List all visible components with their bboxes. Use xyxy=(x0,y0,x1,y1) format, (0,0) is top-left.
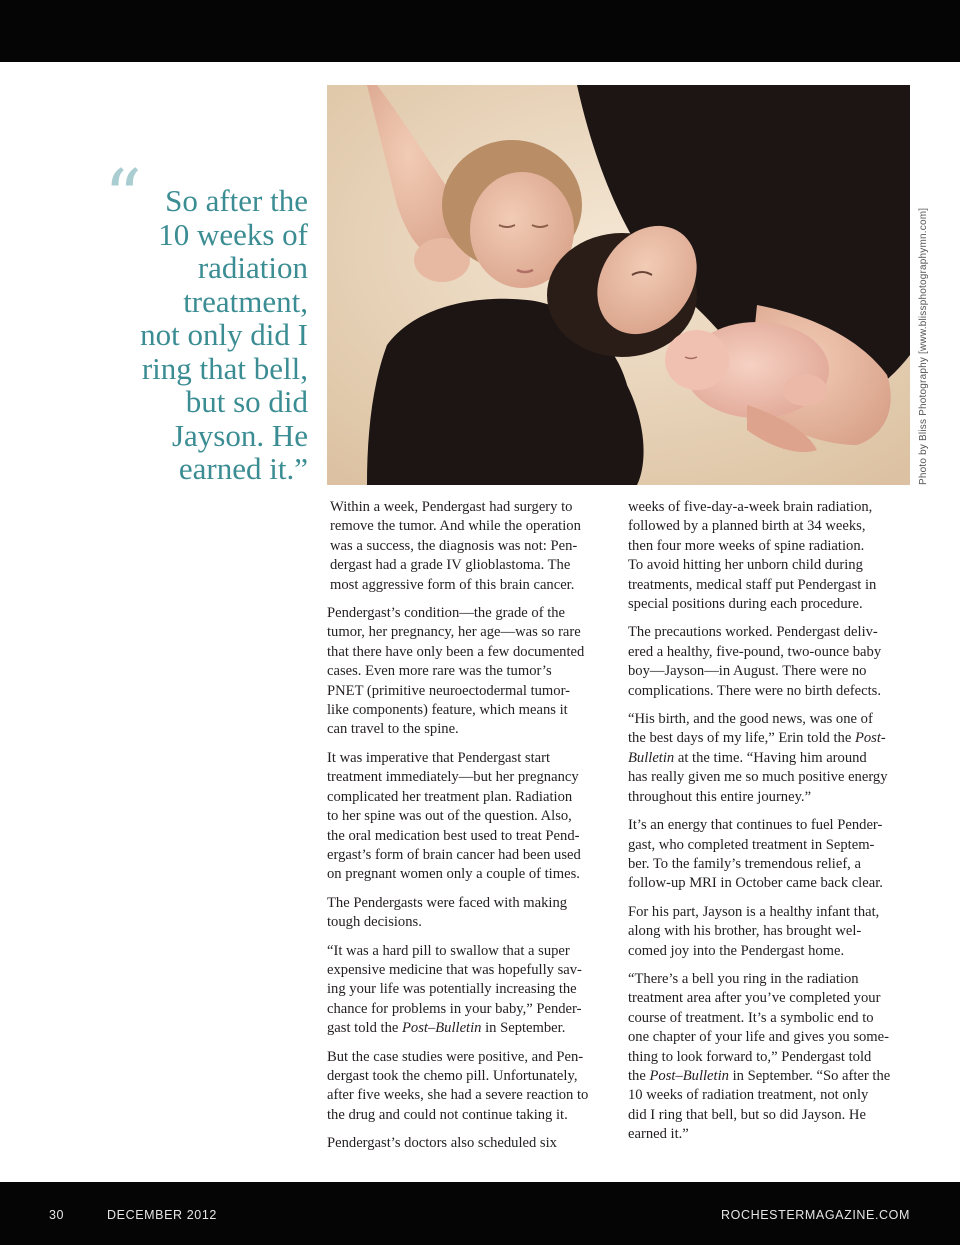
text-line: But the case studies were positive, and Pen- xyxy=(327,1048,584,1065)
text-line: It was imperative that Pendergast start xyxy=(327,749,551,766)
text-line: in September. xyxy=(481,1020,566,1037)
pull-quote-mark: “ xyxy=(104,154,142,240)
text-line: dergast took the chemo pill. Unfortunately, xyxy=(327,1067,578,1084)
article-paragraph xyxy=(327,942,611,1039)
text-line: treatment immediately—but her pregnancy xyxy=(327,769,579,786)
text-line: the xyxy=(628,1067,650,1084)
text-line: gast told the xyxy=(327,1020,402,1037)
publication-name: Post–Bulletin xyxy=(402,1020,482,1037)
publication-name: Post–Bulletin xyxy=(649,1067,729,1084)
family-photo-illustration xyxy=(327,85,910,485)
text-line: boy—Jayson—in August. There were no xyxy=(628,663,867,680)
text-line: did I ring that bell, but so did Jayson. He xyxy=(628,1106,866,1123)
text-line: course of treatment. It’s a symbolic end to xyxy=(628,1009,874,1026)
text-line: throughout this entire journey.” xyxy=(628,788,812,805)
article-paragraph xyxy=(628,623,910,701)
photo-credit: Photo by Bliss Photography [www.blissphotographymn.com] xyxy=(918,207,929,485)
article-paragraph xyxy=(628,970,910,1145)
text-line: gast, who completed treatment in Septem- xyxy=(628,836,875,853)
text-line: complicated her treatment plan. Radiation xyxy=(327,788,573,805)
text-line: then four more weeks of spine radiation. xyxy=(628,537,865,554)
text-line: has really given me so much positive energy xyxy=(628,769,888,786)
text-line: “His birth, and the good news, was one of xyxy=(628,711,873,728)
text-line: The Pendergasts were faced with making xyxy=(327,894,568,911)
text-line: to her spine was out of the question. Also, xyxy=(327,808,572,825)
publication-name: Bulletin xyxy=(628,749,675,766)
text-line: “It was a hard pill to swallow that a super xyxy=(327,942,570,959)
text-line: It’s an energy that continues to fuel Pender- xyxy=(628,817,883,834)
text-line: ber. To the family’s tremendous relief, a xyxy=(628,855,861,872)
pull-quote-line: So after the xyxy=(165,183,308,218)
pull-quote-line: treatment, xyxy=(183,283,308,319)
text-line: PNET (primitive neuroectodermal tumor- xyxy=(327,682,571,699)
article-paragraph xyxy=(327,749,611,885)
text-line: at the time. “Having him around xyxy=(674,749,867,766)
text-line: 10 weeks of radiation treatment, not only xyxy=(628,1087,869,1104)
article-paragraph xyxy=(327,1134,611,1153)
text-line: The precautions worked. Pendergast deliv- xyxy=(628,624,878,641)
article-paragraph xyxy=(327,894,611,933)
text-line: the best days of my life,” Erin told the xyxy=(628,730,855,747)
text-line: tumor, her pregnancy, her age—was so rare xyxy=(327,624,581,641)
text-line: comed joy into the Pendergast home. xyxy=(628,942,845,959)
text-line: follow-up MRI in October came back clear. xyxy=(628,875,883,892)
website-link[interactable]: ROCHESTERMAGAZINE.COM xyxy=(721,1208,910,1222)
text-line: like components) feature, which means it xyxy=(327,702,568,719)
pull-quote-line: not only did I xyxy=(140,317,308,352)
article-paragraph xyxy=(628,710,910,807)
text-line: complications. There were no birth defects. xyxy=(628,682,882,699)
text-line: thing to look forward to,” Pendergast told xyxy=(628,1048,872,1065)
text-line: weeks of five-day-a-week brain radiation, xyxy=(628,499,873,515)
text-line: treatment area after you’ve completed your xyxy=(628,990,881,1007)
text-line: most aggressive form of this brain cancer. xyxy=(330,576,575,593)
publication-name: Post- xyxy=(854,730,886,747)
text-line: the drug and could not continue taking it. xyxy=(327,1106,568,1123)
text-line: the oral medication best used to treat Pend- xyxy=(327,827,580,844)
text-line: one chapter of your life and gives you some- xyxy=(628,1029,889,1046)
text-line: To avoid hitting her unborn child during xyxy=(628,557,863,574)
text-line: dergast had a grade IV glioblastoma. The xyxy=(330,557,571,574)
text-line: that there have only been a few documented xyxy=(327,643,585,660)
text-line: treatments, medical staff put Pendergast in xyxy=(628,576,877,593)
text-line: “There’s a bell you ring in the radiation xyxy=(628,970,859,987)
footer-bar xyxy=(0,1182,960,1245)
family-photo xyxy=(327,85,910,485)
article-paragraph xyxy=(327,1048,611,1126)
text-line: For his part, Jayson is a healthy infant that, xyxy=(628,903,880,920)
pull-quote-line: Jayson. He xyxy=(171,417,308,453)
text-line: remove the tumor. And while the operation xyxy=(330,518,581,535)
issue-date: DECEMBER 2012 xyxy=(107,1208,217,1222)
text-line: can travel to the spine. xyxy=(327,721,459,738)
article-column-left xyxy=(327,498,611,1163)
text-line: ered a healthy, five-pound, two-ounce baby xyxy=(628,643,882,660)
pull-quote-line: radiation xyxy=(197,250,308,285)
article-column-right xyxy=(628,498,910,1154)
text-line: expensive medicine that was hopefully sav- xyxy=(327,961,582,978)
text-line: in September. “So after the xyxy=(728,1067,891,1084)
text-line: was a success, the diagnosis was not: Pen- xyxy=(330,537,578,554)
text-line: after five weeks, she had a severe reaction to xyxy=(327,1087,589,1104)
page-number: 30 xyxy=(49,1208,65,1222)
pull-quote-line: earned it.” xyxy=(178,451,308,486)
top-black-bar xyxy=(0,0,960,62)
text-line: Pendergast’s condition—the grade of the xyxy=(327,605,566,622)
pull-quote-line: ring that bell, xyxy=(141,350,308,386)
text-line: Pendergast’s doctors also scheduled six xyxy=(327,1135,557,1152)
text-line: earned it.” xyxy=(628,1126,689,1143)
article-paragraph xyxy=(327,604,611,740)
text-line: along with his brother, has brought wel- xyxy=(628,923,862,940)
text-line: chance for problems in your baby,” Pender- xyxy=(327,1000,582,1017)
pull-quote xyxy=(100,184,308,486)
text-line: ing your life was potentially increasing the xyxy=(327,981,577,998)
article-paragraph xyxy=(628,903,910,961)
text-line: cases. Even more rare was the tumor’s xyxy=(327,663,552,680)
text-line: Within a week, Pendergast had surgery to xyxy=(330,499,573,515)
article-paragraph xyxy=(628,816,910,894)
text-line: special positions during each procedure. xyxy=(628,596,863,613)
text-line: on pregnant women only a couple of times. xyxy=(327,866,580,883)
pull-quote-line: but so did xyxy=(185,384,308,419)
text-line: ergast’s form of brain cancer had been used xyxy=(327,846,581,863)
article-paragraph xyxy=(628,498,910,614)
pull-quote-line: 10 weeks of xyxy=(158,216,308,252)
text-line: tough decisions. xyxy=(327,914,422,931)
text-line: followed by a planned birth at 34 weeks, xyxy=(628,518,866,535)
article-paragraph xyxy=(327,498,611,595)
